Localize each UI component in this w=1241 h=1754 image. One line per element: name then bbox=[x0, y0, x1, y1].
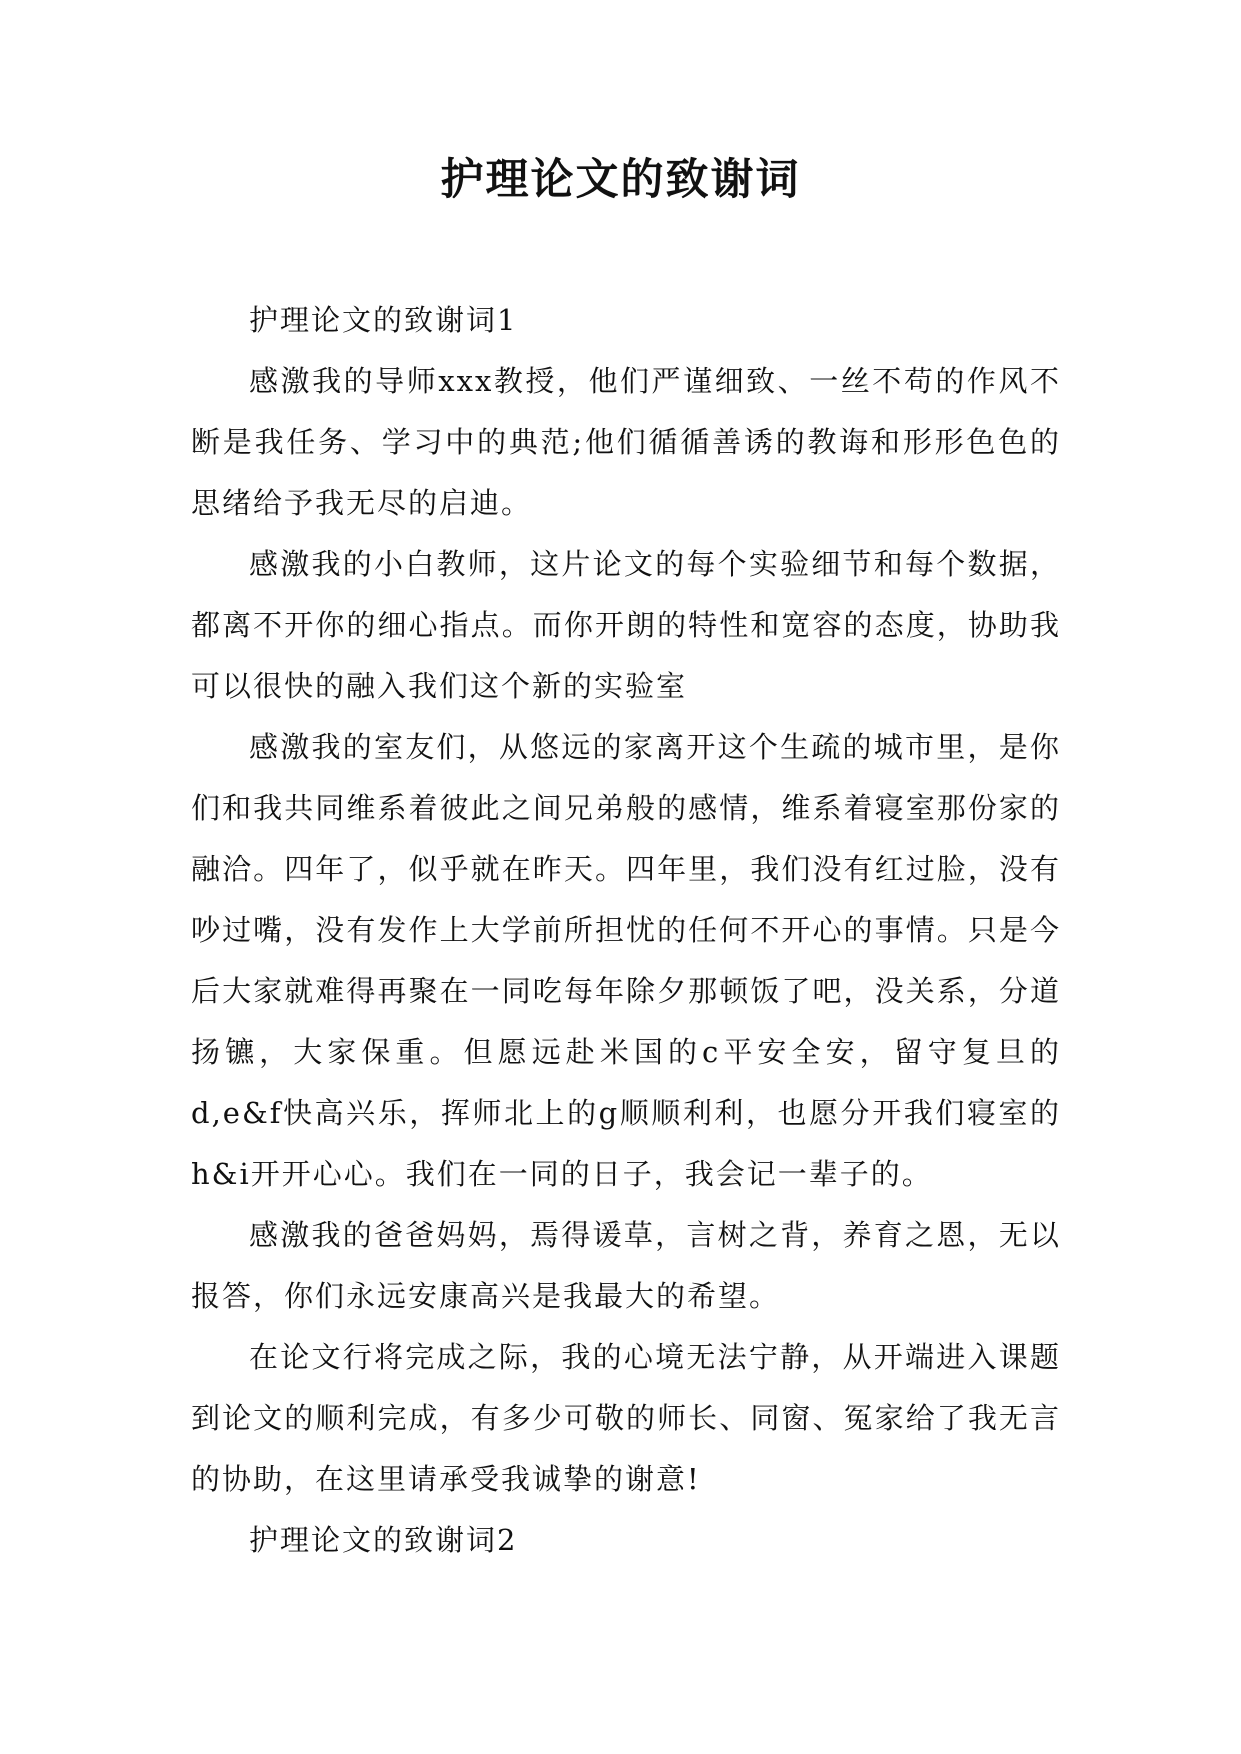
document-title: 护理论文的致谢词 bbox=[440, 155, 801, 205]
paragraph: 感激我的爸爸妈妈，焉得谖草，言树之背，养育之恩，无以报答，你们永远安康高兴是我最大的希望。 bbox=[191, 1218, 1061, 1313]
paragraph: 感激我的室友们，从悠远的家离开这个生疏的城市里，是你们和我共同维系着彼此之间兄弟般的感情，维系着寝室那份家的融洽。四年了，似乎就在昨天。四年里，我们没有红过脸，没有吵过嘴，没有发作上大学前所担忧的任何不开心的事情。只是今后大家就难得再聚在一同吃每年除夕那顿饭了吧，没关系，分道扬镳，大家保重。但愿远赴米国的c平安全安，留守复旦的d,e&f快高兴乐，挥师北上的g顺顺利利，也愿分开我们寝室的h&i开开心心。我们在一同的日子，我会记一辈子的。 bbox=[191, 730, 1061, 1191]
paragraph: 在论文行将完成之际，我的心境无法宁静，从开端进入课题到论文的顺利完成，有多少可敬的师长、同窗、冤家给了我无言的协助，在这里请承受我诚挚的谢意! bbox=[191, 1340, 1061, 1496]
paragraph: 感激我的小白教师，这片论文的每个实验细节和每个数据，都离不开你的细心指点。而你开朗的特性和宽容的态度，协助我可以很快的融入我们这个新的实验室 bbox=[191, 547, 1061, 703]
document-body bbox=[191, 290, 1061, 1571]
section-heading: 护理论文的致谢词2 bbox=[249, 1523, 518, 1557]
paragraph: 感激我的导师xxx教授，他们严谨细致、一丝不苟的作风不断是我任务、学习中的典范;他们循循善诱的教诲和形形色色的思绪给予我无尽的启迪。 bbox=[191, 364, 1061, 520]
section-heading: 护理论文的致谢词1 bbox=[249, 303, 518, 337]
